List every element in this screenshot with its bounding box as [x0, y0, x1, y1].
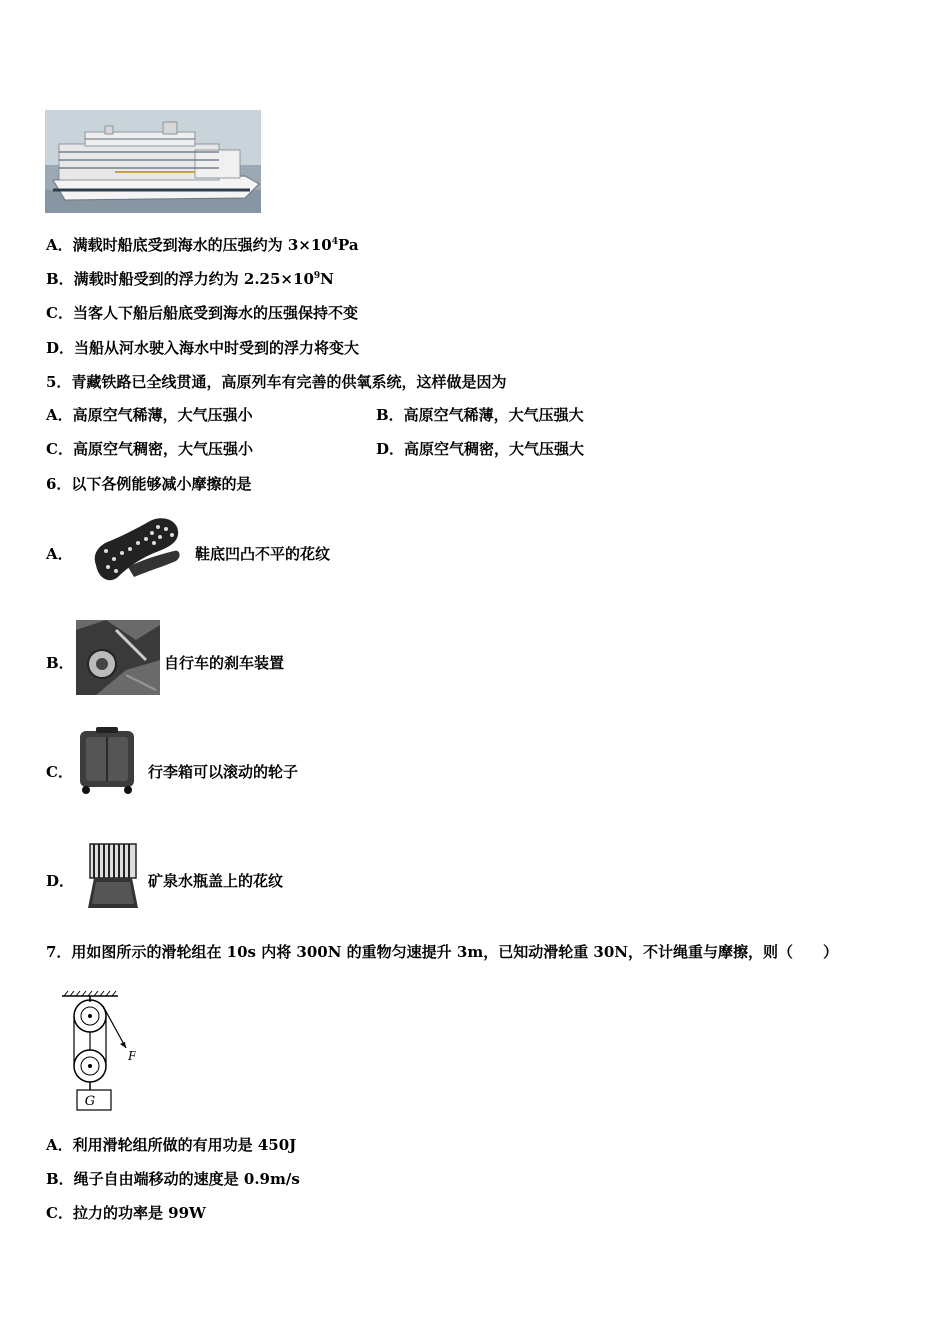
shoe-sole-image — [88, 515, 184, 587]
q7-option-c: C．拉力的功率是 99W — [46, 1204, 206, 1222]
q6-option-c-letter: C． — [46, 763, 73, 781]
weight-label: G — [84, 1094, 96, 1109]
q7-option-b: B．绳子自由端移动的速度是 0.9m/s — [46, 1170, 300, 1188]
bottle-cap-image — [84, 842, 142, 910]
q6-option-a-text: 鞋底凹凸不平的花纹 — [195, 545, 331, 563]
q4-option-b: B．满载时船受到的浮力约为 $2.25\times 10^9N$ — [46, 270, 334, 288]
q7-stem: 7．用如图所示的滑轮组在 10s 内将 300N 的重物匀速提升 3m，已知动滑轮重 30N，不计绳重与摩擦，则（ ） — [46, 943, 839, 961]
q6-option-b-letter: B． — [46, 654, 74, 672]
q4-option-d: D．当船从河水驶入海水中时受到的浮力将变大 — [46, 339, 360, 357]
q4-option-c: C．当客人下船后船底受到海水的压强保持不变 — [46, 304, 358, 322]
q6-option-c-text: 行李箱可以滚动的轮子 — [148, 763, 299, 781]
q6-option-d-text: 矿泉水瓶盖上的花纹 — [148, 872, 284, 890]
q6-option-a-letter: A． — [46, 545, 73, 563]
q6-stem: 6．以下各例能够减小摩擦的是 — [46, 475, 252, 493]
cruise-ship-image — [45, 110, 261, 213]
q5-option-c: C．高原空气稠密，大气压强小 — [46, 440, 253, 458]
q5-option-b: B．高原空气稀薄，大气压强大 — [376, 406, 584, 424]
q6-option-d-letter: D． — [46, 872, 75, 890]
q7-option-a: A．利用滑轮组所做的有用功是 450J — [46, 1136, 297, 1154]
q5-option-a: A．高原空气稀薄，大气压强小 — [46, 406, 253, 424]
q6-option-b-text: 自行车的刹车装置 — [164, 654, 285, 672]
force-label: F — [128, 1049, 136, 1063]
q4-option-a: A．满载时船底受到海水的压强约为 $3\times 10^4Pa$ — [46, 236, 359, 254]
q5-option-d: D．高原空气稠密，大气压强大 — [376, 440, 585, 458]
suitcase-image — [76, 727, 138, 795]
pulley-system-figure — [56, 990, 136, 1114]
bicycle-brake-image — [76, 620, 160, 695]
q5-stem: 5．青藏铁路已全线贯通，高原列车有完善的供氧系统，这样做是因为 — [46, 373, 507, 391]
